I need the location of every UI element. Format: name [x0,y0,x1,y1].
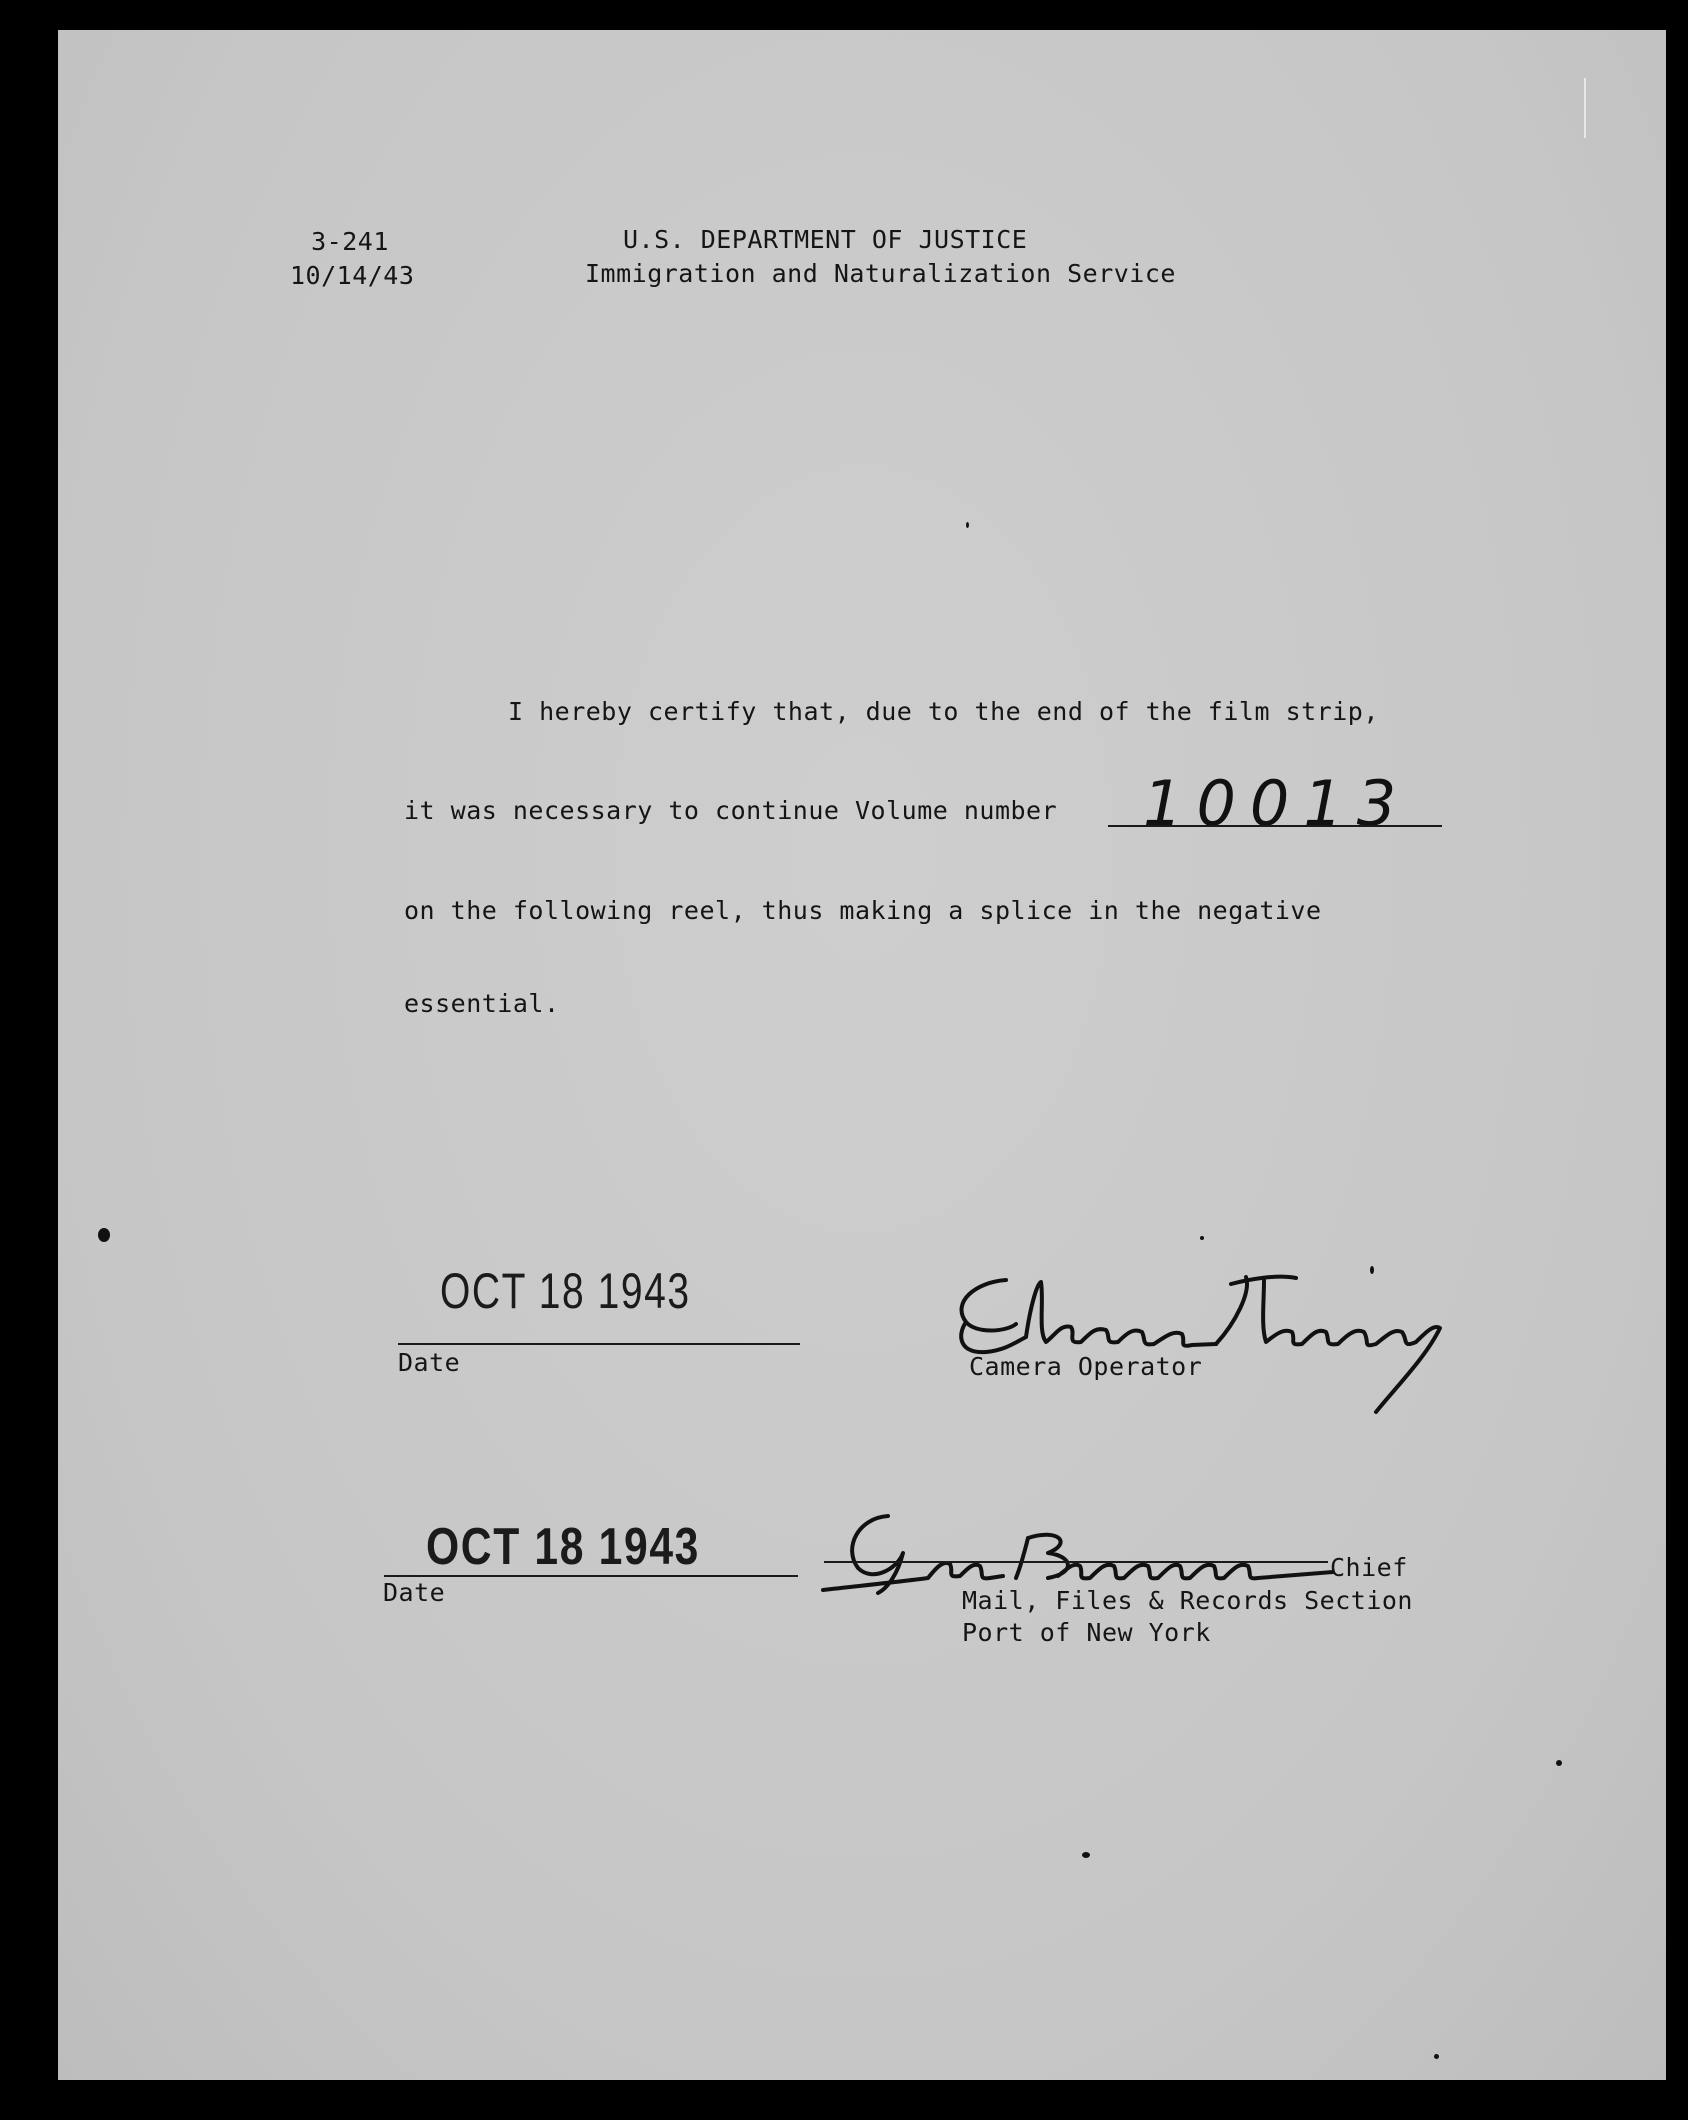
date-stamp-camera: OCT 18 1943 [440,1263,691,1319]
volume-number-blank [1108,825,1442,827]
ink-speck [1200,1236,1204,1240]
camera-operator-label: Camera Operator [969,1352,1203,1381]
date-label-chief: Date [383,1578,446,1607]
date-line-camera [398,1343,800,1345]
date-label-camera: Date [398,1348,461,1377]
ink-speck [98,1228,110,1242]
department-title: U.S. DEPARTMENT OF JUSTICE [623,225,1028,254]
film-edge-mark [1584,78,1586,138]
form-code [290,225,415,293]
service-title: Immigration and Naturalization Service [585,259,1176,288]
chief-label: Chief [1330,1553,1408,1582]
form-number: 3-241 [311,227,389,256]
ink-speck [1434,2054,1439,2059]
signature-line-chief [824,1561,1328,1563]
ink-speck [1370,1266,1374,1274]
document-page [58,30,1666,2080]
certification-line-1: I hereby certify that, due to the end of the film strip, [508,697,1379,726]
port-label: Port of New York [962,1618,1211,1647]
section-label: Mail, Files & Records Section [962,1586,1413,1615]
date-stamp-chief: OCT 18 1943 [426,1518,701,1576]
camera-operator-signature [946,1262,1466,1422]
ink-speck [1556,1760,1562,1766]
volume-number-handwritten: 10013 [1143,767,1411,840]
certification-line-2: it was necessary to continue Volume number [404,796,1058,825]
form-date: 10/14/43 [290,261,415,290]
ink-speck [966,522,969,528]
ink-speck [1082,1852,1090,1858]
certification-line-3: on the following reel, thus making a splice in the negative [404,896,1322,925]
date-line-chief [384,1575,798,1577]
certification-line-4: essential. [404,989,560,1018]
